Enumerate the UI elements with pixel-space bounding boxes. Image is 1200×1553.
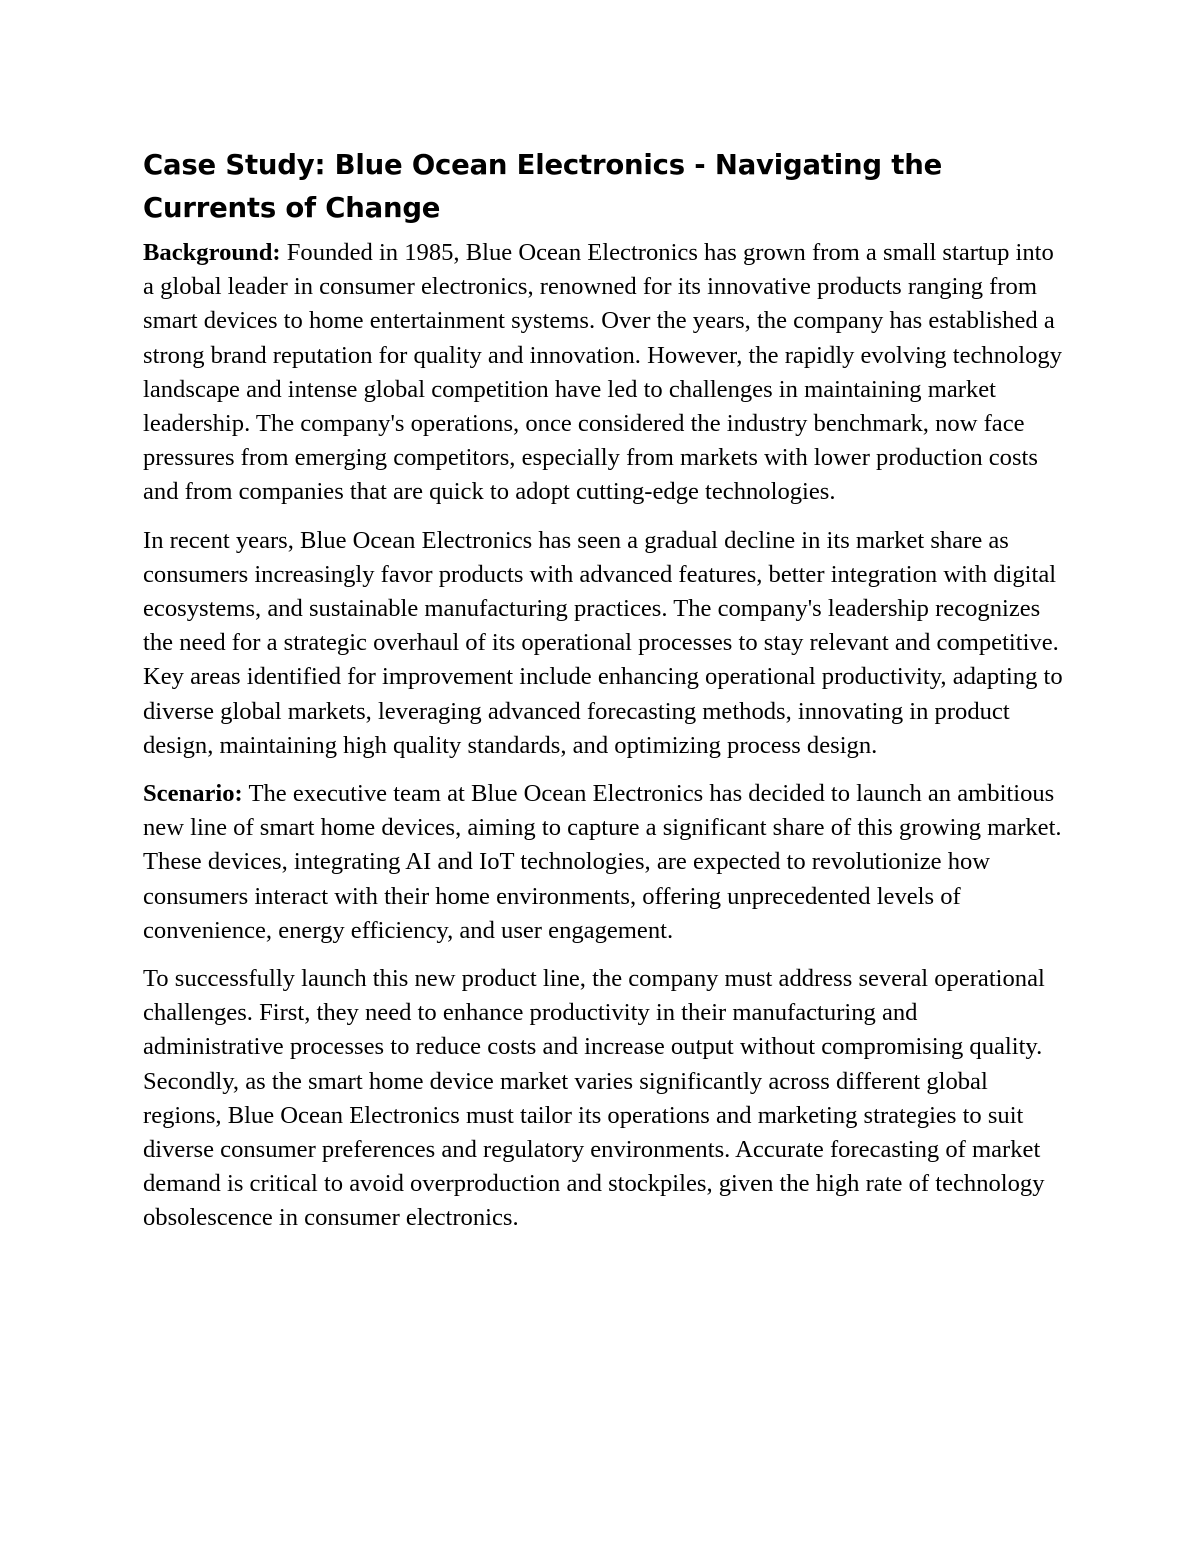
scenario-label: Scenario: (143, 780, 243, 808)
scenario-paragraph (143, 777, 1063, 948)
scenario-text: The executive team at Blue Ocean Electronics has decided to launch an ambitious new line of smart home devices, aiming to capture a significant share of this growing market. These devices, integrating AI and IoT technologies, are expected to revolutionize how consumers interact with their home environments, offering unprecedented levels of convenience, energy efficiency, and user engagement. (143, 780, 1062, 944)
background-text: Founded in 1985, Blue Ocean Electronics has grown from a small startup into a global leader in consumer electronics, renowned for its innovative products ranging from smart devices to home entertainment systems. Over the years, the company has established a strong brand reputation for quality and innovation. However, the rapidly evolving technology landscape and intense global competition have led to challenges in maintaining market leadership. The company's operations, once considered the industry benchmark, now face pressures from emerging competitors, especially from markets with lower production costs and from companies that are quick to adopt cutting-edge technologies. (143, 239, 1063, 506)
challenges-text: To successfully launch this new product line, the company must address several operational challenges. First, they need to enhance productivity in their manufacturing and administrative processes to reduce costs and increase output without compromising quality. Secondly, as the smart home device market varies significantly across different global regions, Blue Ocean Electronics must tailor its operations and marketing strategies to suit diverse consumer preferences and regulatory environments. Accurate forecasting of market demand is critical to avoid overproduction and stockpiles, given the high rate of technology obsolescence in consumer electronics. (143, 965, 1045, 1232)
document-body (143, 144, 1063, 1250)
background-label: Background: (143, 239, 281, 266)
background-paragraph (143, 236, 1063, 510)
challenges-paragraph (143, 962, 1063, 1236)
market-decline-paragraph (143, 524, 1063, 763)
page-title: Case Study: Blue Ocean Electronics - Navigating the Currents of Change (143, 149, 943, 224)
market-decline-text: In recent years, Blue Ocean Electronics has seen a gradual decline in its market share as consumers increasingly favor products with advanced features, better integration with digital ecosystems, and sustainable manufacturing practices. The company's leadership recognizes the need for a strategic overhaul of its operational processes to stay relevant and competitive. Key areas identified for improvement include enhancing operational productivity, adapting to diverse global markets, leveraging advanced forecasting methods, innovating in product design, maintaining high quality standards, and optimizing process design. (143, 526, 1063, 759)
